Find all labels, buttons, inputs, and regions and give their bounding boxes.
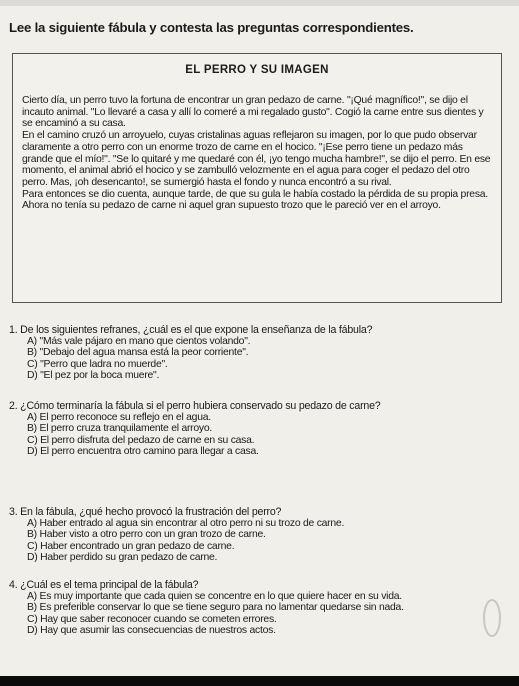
fable-paragraph: En el camino cruzó un arroyuelo, cuyas cristalinas aguas reflejaron su imagen, por lo que pudo observar claramente a otro perro con un enorme trozo de carne en el hocico. "¡Ese perro tiene un pedazo más grande que el mío!". "Se lo quitaré y me quedaré con él, ¡yo tengo mucha hambre!", se dijo el perro. En ese momento, el animal abrió el hocico y se zambulló velozmente en el agua para coger el pedazo del otro perro. Mas, ¡oh desencanto!, se sumergió hasta el fondo y nunca encontró a su rival.	[22, 130, 491, 188]
question-prompt: 1. De los siguientes refranes, ¿cuál es el que expone la enseñanza de la fábula?	[9, 324, 373, 336]
answer-option-a[interactable]: A) El perro reconoce su reflejo en el agua.	[27, 412, 211, 423]
answer-options	[9, 591, 509, 637]
answer-option-b[interactable]: B) El perro cruza tranquilamente el arroyo.	[27, 423, 213, 435]
question-prompt: 3. En la fábula, ¿qué hecho provocó la frustración del perro?	[9, 506, 282, 518]
answer-option-a[interactable]: A) Es muy importante que cada quien se concentre en lo que quiere hacer en su vida.	[27, 591, 402, 602]
answer-option-a[interactable]: A) "Más vale pájaro en mano que cientos volando".	[27, 336, 251, 347]
answer-option-c[interactable]: C) Hay que saber reconocer cuando se cometen errores.	[27, 613, 277, 625]
fable-paragraph: Para entonces se dio cuenta, aunque tarde, de que su gula le había costado la pérdida de su propia presa. Ahora no tenía su pedazo de carne ni aquel gran supuesto trozo que le pareció ver en el arroyo.	[22, 188, 488, 212]
answer-options	[9, 336, 509, 382]
question-1	[9, 324, 509, 382]
answer-option-c[interactable]: C) "Perro que ladra no muerde".	[27, 358, 168, 370]
answer-option-d[interactable]: D) El perro encuentra otro camino para llegar a casa.	[27, 446, 259, 458]
answer-option-d[interactable]: D) Hay que asumir las consecuencias de nuestros actos.	[27, 625, 276, 637]
answer-option-d[interactable]: D) Haber perdido su gran pedazo de carne.	[27, 552, 218, 564]
question-4	[9, 579, 509, 637]
answer-option-d[interactable]: D) "El pez por la boca muere".	[27, 370, 160, 382]
fable-paragraph: Cierto día, un perro tuvo la fortuna de encontrar un gran pedazo de carne. "¡Qué magnífico!", se dijo el incauto animal. "Lo llevaré a casa y allí lo comeré a mi regalado gusto". Cogió la carne entre sus dientes y se encaminó a su casa.	[22, 95, 484, 130]
fable-text	[22, 95, 492, 212]
pencil-mark-decoration	[478, 592, 508, 642]
answer-option-b[interactable]: B) Haber visto a otro perro con un gran trozo de carne.	[27, 529, 266, 541]
question-prompt: 2. ¿Cómo terminaría la fábula si el perro hubiera conservado su pedazo de carne?	[9, 400, 381, 412]
question-prompt: 4. ¿Cuál es el tema principal de la fábula?	[9, 579, 199, 591]
fable-title: EL PERRO Y SU IMAGEN	[185, 64, 329, 76]
instructions-heading: Lee la siguiente fábula y contesta las preguntas correspondientes.	[9, 20, 414, 35]
answer-option-b[interactable]: B) "Debajo del agua mansa está la peor corriente".	[27, 347, 249, 359]
answer-options	[9, 518, 509, 564]
answer-option-c[interactable]: C) Haber encontrado un gran pedazo de carne.	[27, 540, 235, 552]
top-rule	[0, 0, 519, 6]
answer-options	[9, 412, 509, 458]
answer-option-b[interactable]: B) Es preferible conservar lo que se tiene seguro para no lamentar quedarse sin nada.	[27, 602, 404, 614]
question-3	[9, 506, 509, 564]
question-2	[9, 400, 509, 458]
answer-option-c[interactable]: C) El perro disfruta del pedazo de carne en su casa.	[27, 434, 255, 446]
bottom-band	[0, 676, 519, 686]
fable-box	[12, 53, 502, 303]
answer-option-a[interactable]: A) Haber entrado al agua sin encontrar al otro perro ni su trozo de carne.	[27, 518, 345, 529]
